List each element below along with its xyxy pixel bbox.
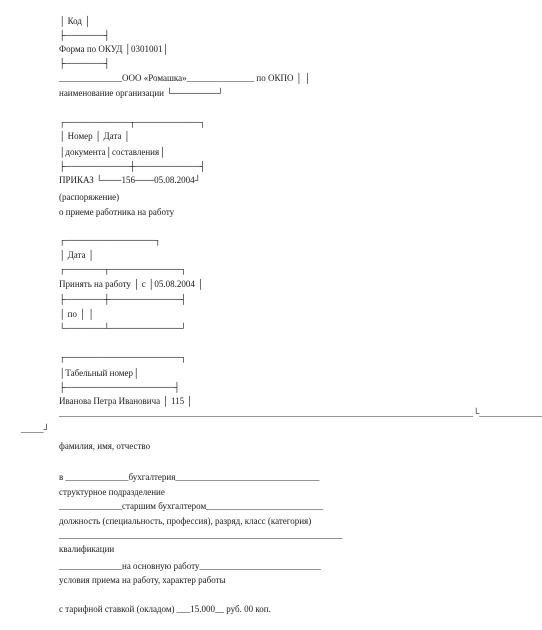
docnum-hdr2: │документа│составления│ bbox=[59, 147, 166, 157]
order-subject: о приеме работника на работу bbox=[59, 207, 175, 217]
order-sub: (распоряжение) bbox=[59, 192, 120, 202]
okud-row: Форма по ОКУД │0301001│ bbox=[59, 44, 169, 54]
org-caption: наименование организации └───────┘ bbox=[59, 88, 224, 98]
name-row: Иванова Петра Ивановича │ 115 │ bbox=[59, 396, 193, 406]
code-header: │ Код │ bbox=[59, 16, 91, 26]
code-rule: ├──────┤ bbox=[59, 30, 111, 40]
fio-caption: фамилия, имя, отчество bbox=[59, 441, 151, 451]
tab-top: ┌──────────────────┐ bbox=[59, 352, 187, 362]
name-wrap: _____┘ bbox=[21, 424, 50, 434]
pos-row: ______________старшим бухгалтером__________________________ bbox=[59, 501, 324, 511]
salary-row: с тарифной ставкой (окладом) ___15.000__ руб. 00 коп. bbox=[59, 604, 271, 614]
dept-caption: структурное подразделение bbox=[59, 487, 165, 497]
docnum-top: ┌──────────┬──────────┐ bbox=[59, 117, 206, 127]
cond-caption: условия приема на работу, характер работы bbox=[59, 575, 226, 585]
docnum-hdr1: │ Номер │ Дата │ bbox=[59, 131, 131, 141]
docnum-mid: ├──────────┼──────────┤ bbox=[59, 161, 206, 171]
qual-row: _______________________________________________________________ bbox=[59, 530, 343, 540]
date-top: ┌──────────────┐ bbox=[59, 235, 162, 245]
to-bottom: └──────┴───────────┘ bbox=[59, 323, 187, 333]
date-rule: ┌──────┬───────────┐ bbox=[59, 264, 187, 274]
okud-rule: ├──────┤ bbox=[59, 58, 111, 68]
qual-caption: квалификации bbox=[59, 544, 115, 554]
to-row: │ по │ │ bbox=[59, 309, 95, 319]
dept-row: в ______________бухгалтерия________________________________ bbox=[59, 472, 320, 482]
hire-rule: ├──────┼───────────┤ bbox=[59, 294, 187, 304]
pos-caption: должность (специальность, профессия), разряд, класс (категория) bbox=[59, 516, 312, 526]
name-underline: ____________________________________________________________________________________________└______________ bbox=[59, 408, 542, 418]
cond-row: ______________на основную работу___________________________ bbox=[59, 561, 321, 571]
org-row: ______________ООО «Ромашка»_______________ по ОКПО │ │ bbox=[59, 73, 311, 83]
hire-row: Принять на работу │ с │05.08.2004 │ bbox=[59, 279, 204, 289]
tab-hdr: │Табельный номер│ bbox=[59, 368, 140, 378]
order-row: ПРИКАЗ └───156───05.08.2004┘ bbox=[59, 175, 202, 185]
tab-rule: ├─────────────────┤ bbox=[59, 382, 181, 392]
date-hdr: │ Дата │ bbox=[59, 250, 95, 260]
